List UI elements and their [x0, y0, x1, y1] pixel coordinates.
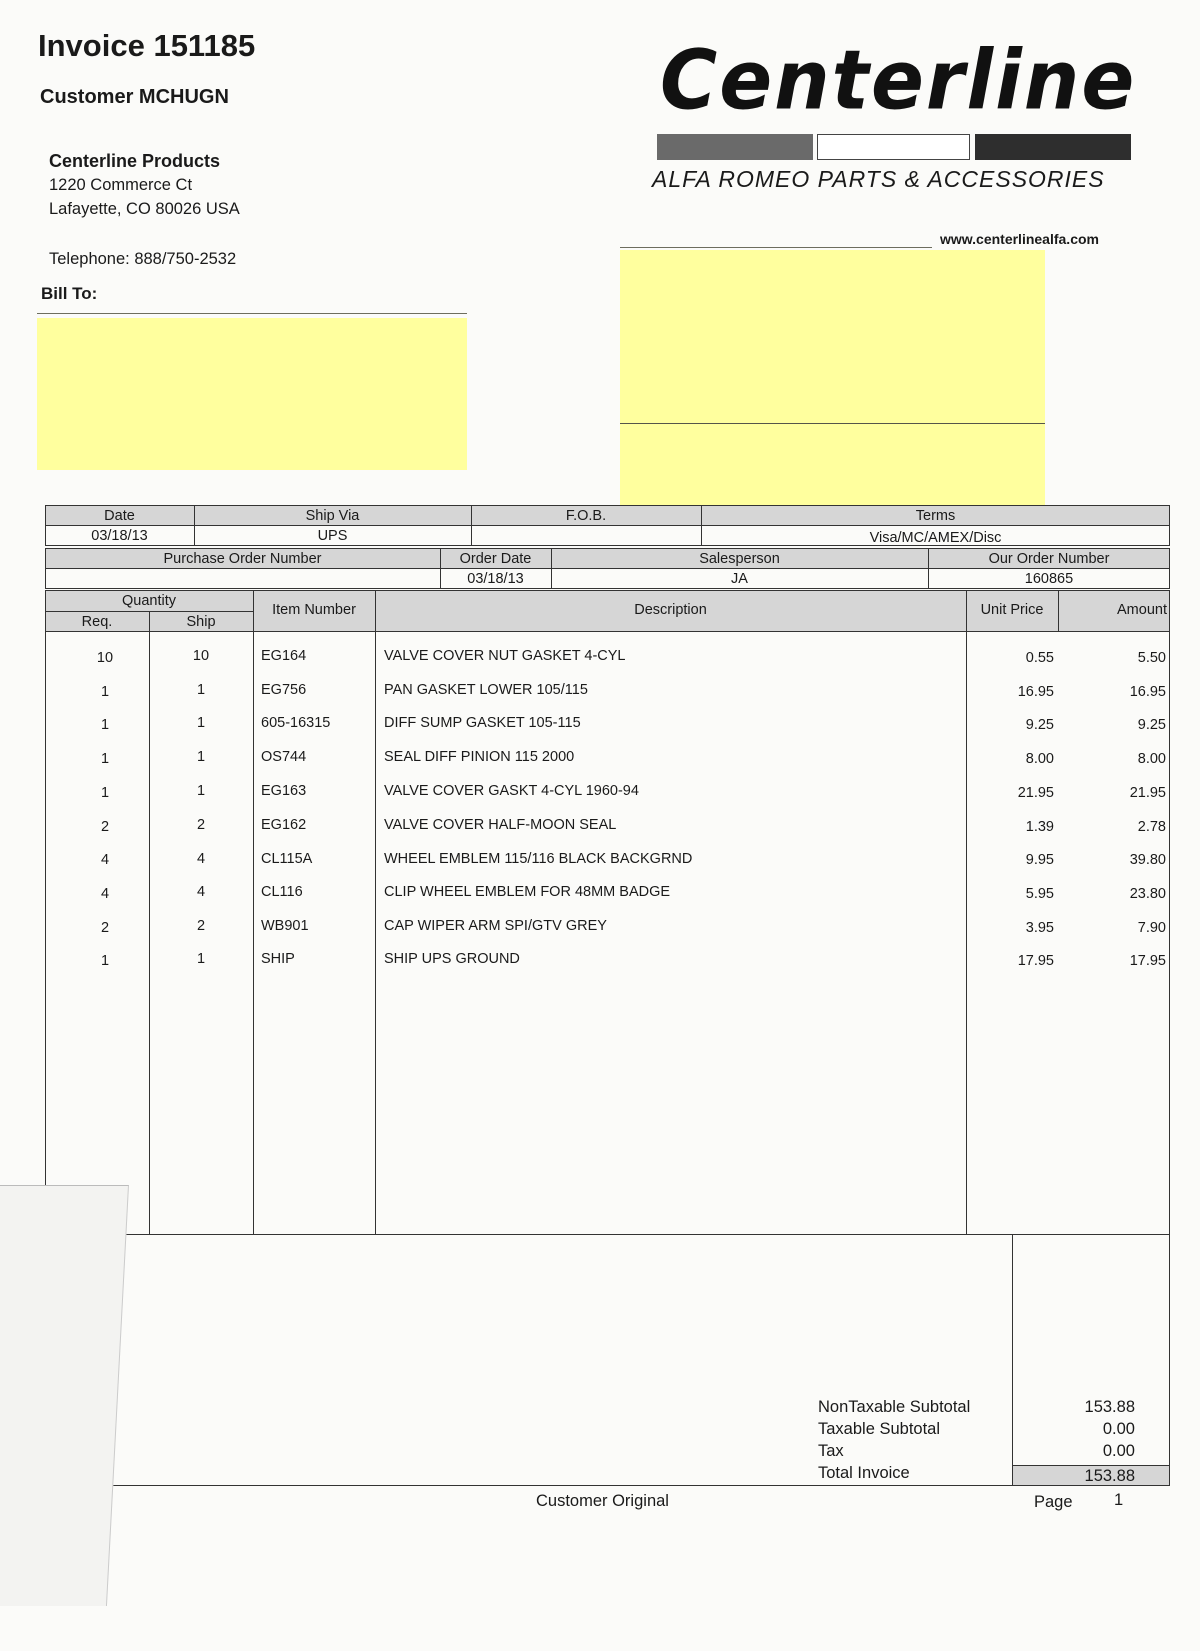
- row-description: DIFF SUMP GASKET 105-115: [384, 715, 581, 731]
- row-ship: 1: [196, 951, 206, 967]
- logo-website: www.centerlinealfa.com: [940, 231, 1099, 247]
- row-amount: 39.80: [1129, 852, 1166, 868]
- row-req: 4: [100, 886, 110, 902]
- po-number-label: Purchase Order Number: [163, 551, 322, 567]
- row-ship: 1: [196, 749, 206, 765]
- row-ship: 4: [196, 851, 206, 867]
- total-invoice-value: 153.88: [1084, 1467, 1135, 1485]
- page-number: 1: [1114, 1491, 1124, 1509]
- row-amount: 16.95: [1129, 684, 1166, 700]
- tax-label: Tax: [818, 1442, 844, 1460]
- salesperson-label: Salesperson: [699, 551, 780, 567]
- terms-value: Visa/MC/AMEX/Disc: [869, 530, 1002, 546]
- row-item: OS744: [261, 749, 307, 765]
- row-req: 10: [96, 650, 114, 666]
- row-amount: 2.78: [1137, 819, 1166, 835]
- row-ship: 4: [196, 884, 206, 900]
- row-description: VALVE COVER GASKT 4-CYL 1960-94: [384, 783, 639, 799]
- description-header: Description: [634, 602, 707, 618]
- folded-paper-edge: [0, 1185, 129, 1606]
- row-description: SHIP UPS GROUND: [384, 951, 520, 967]
- total-invoice-label: Total Invoice: [818, 1464, 910, 1482]
- row-description: SEAL DIFF PINION 115 2000: [384, 749, 575, 765]
- row-ship: 2: [196, 918, 206, 934]
- company-name: Centerline Products: [49, 151, 221, 171]
- row-unit-price: 9.25: [1025, 717, 1054, 733]
- row-ship: 1: [196, 783, 206, 799]
- row-ship: 2: [196, 817, 206, 833]
- row-item: SHIP: [261, 951, 295, 967]
- row-item: CL115A: [261, 851, 313, 867]
- row-description: CAP WIPER ARM SPI/GTV GREY: [384, 918, 607, 934]
- row-description: VALVE COVER HALF-MOON SEAL: [384, 817, 617, 833]
- row-amount: 23.80: [1129, 886, 1166, 902]
- divider: [253, 590, 254, 1235]
- row-amount: 8.00: [1137, 751, 1166, 767]
- bill-to-rule: [37, 313, 467, 314]
- customer-line: [40, 86, 229, 109]
- row-unit-price: 21.95: [1017, 785, 1054, 801]
- salesperson-value: JA: [731, 571, 748, 587]
- row-ship: 1: [196, 682, 206, 698]
- row-req: 1: [100, 751, 110, 767]
- divider: [1012, 1234, 1013, 1486]
- row-unit-price: 1.39: [1025, 819, 1054, 835]
- item-number-header: Item Number: [272, 602, 356, 618]
- nontaxable-subtotal-value: 153.88: [1084, 1398, 1135, 1416]
- logo-bar-middle: [817, 134, 970, 160]
- invoice-number: 151185: [153, 28, 256, 63]
- invoice-title: [38, 28, 255, 64]
- unit-price-header: Unit Price: [980, 602, 1044, 618]
- row-unit-price: 9.95: [1025, 852, 1054, 868]
- our-order-number-label: Our Order Number: [988, 551, 1110, 567]
- page-label: Page: [1034, 1493, 1073, 1511]
- row-description: PAN GASKET LOWER 105/115: [384, 682, 588, 698]
- row-req: 1: [100, 684, 110, 700]
- sticky-note-left: [37, 318, 467, 470]
- row-amount: 5.50: [1137, 650, 1166, 666]
- row-req: 1: [100, 953, 110, 969]
- req-header: Req.: [81, 614, 113, 630]
- invoice-label: Invoice: [38, 28, 145, 63]
- row-description: VALVE COVER NUT GASKET 4-CYL: [384, 648, 626, 664]
- order-date-value: 03/18/13: [467, 571, 524, 587]
- date-label: Date: [104, 508, 135, 524]
- row-unit-price: 8.00: [1025, 751, 1054, 767]
- nontaxable-subtotal-label: NonTaxable Subtotal: [818, 1398, 971, 1416]
- logo-wordmark: Centerline: [660, 33, 1137, 129]
- amount-header: [1058, 602, 1170, 618]
- logo-bar-right: [975, 134, 1131, 160]
- row-amount: 7.90: [1137, 920, 1166, 936]
- date-value: 03/18/13: [91, 528, 148, 544]
- company-telephone: Telephone: 888/750-2532: [49, 250, 237, 268]
- fob-label: F.O.B.: [565, 508, 607, 524]
- tax-value: 0.00: [1102, 1442, 1135, 1460]
- company-address-line2: Lafayette, CO 80026 USA: [49, 200, 240, 218]
- row-ship: 10: [192, 648, 210, 664]
- logo-bar-left: [657, 134, 813, 160]
- divider: [375, 590, 376, 1235]
- sticky-note-right: [620, 250, 1045, 505]
- row-item: EG164: [261, 648, 307, 664]
- amount-header-text: Amount: [1117, 602, 1167, 618]
- row-unit-price: 0.55: [1025, 650, 1054, 666]
- row-req: 1: [100, 785, 110, 801]
- sticky-fold-line: [620, 423, 1045, 424]
- quantity-header: Quantity: [122, 593, 176, 609]
- ship-header: Ship: [186, 614, 216, 630]
- ship-to-rule: [620, 247, 932, 248]
- ship-via-value: UPS: [317, 528, 348, 544]
- row-req: 1: [100, 717, 110, 733]
- logo-tagline: ALFA ROMEO PARTS & ACCESSORIES: [652, 166, 1105, 192]
- ship-via-label: Ship Via: [305, 508, 360, 524]
- row-req: 4: [100, 852, 110, 868]
- customer-id: MCHUGN: [138, 86, 229, 108]
- row-req: 2: [100, 920, 110, 936]
- totals-section: [45, 1234, 1170, 1486]
- order-date-label: Order Date: [459, 551, 532, 567]
- row-ship: 1: [196, 715, 206, 731]
- row-req: 2: [100, 819, 110, 835]
- row-unit-price: 17.95: [1017, 953, 1054, 969]
- row-description: CLIP WHEEL EMBLEM FOR 48MM BADGE: [384, 884, 671, 900]
- row-description: WHEEL EMBLEM 115/116 BLACK BACKGRND: [384, 851, 693, 867]
- taxable-subtotal-value: 0.00: [1102, 1420, 1135, 1438]
- row-item: 605-16315: [261, 715, 331, 731]
- terms-label: Terms: [915, 508, 956, 524]
- row-amount: 17.95: [1129, 953, 1166, 969]
- row-unit-price: 5.95: [1025, 886, 1054, 902]
- row-item: EG162: [261, 817, 307, 833]
- row-amount: 21.95: [1129, 785, 1166, 801]
- row-amount: 9.25: [1137, 717, 1166, 733]
- row-unit-price: 16.95: [1017, 684, 1054, 700]
- row-unit-price: 3.95: [1025, 920, 1054, 936]
- customer-original-label: Customer Original: [536, 1492, 669, 1510]
- our-order-number-value: 160865: [1024, 571, 1074, 587]
- taxable-subtotal-label: Taxable Subtotal: [818, 1420, 941, 1438]
- customer-label: Customer: [40, 86, 134, 108]
- row-item: EG756: [261, 682, 307, 698]
- row-item: EG163: [261, 783, 307, 799]
- row-item: WB901: [261, 918, 309, 934]
- bill-to-label: Bill To:: [41, 284, 98, 303]
- row-item: CL116: [261, 884, 303, 900]
- company-address-line1: 1220 Commerce Ct: [49, 176, 193, 194]
